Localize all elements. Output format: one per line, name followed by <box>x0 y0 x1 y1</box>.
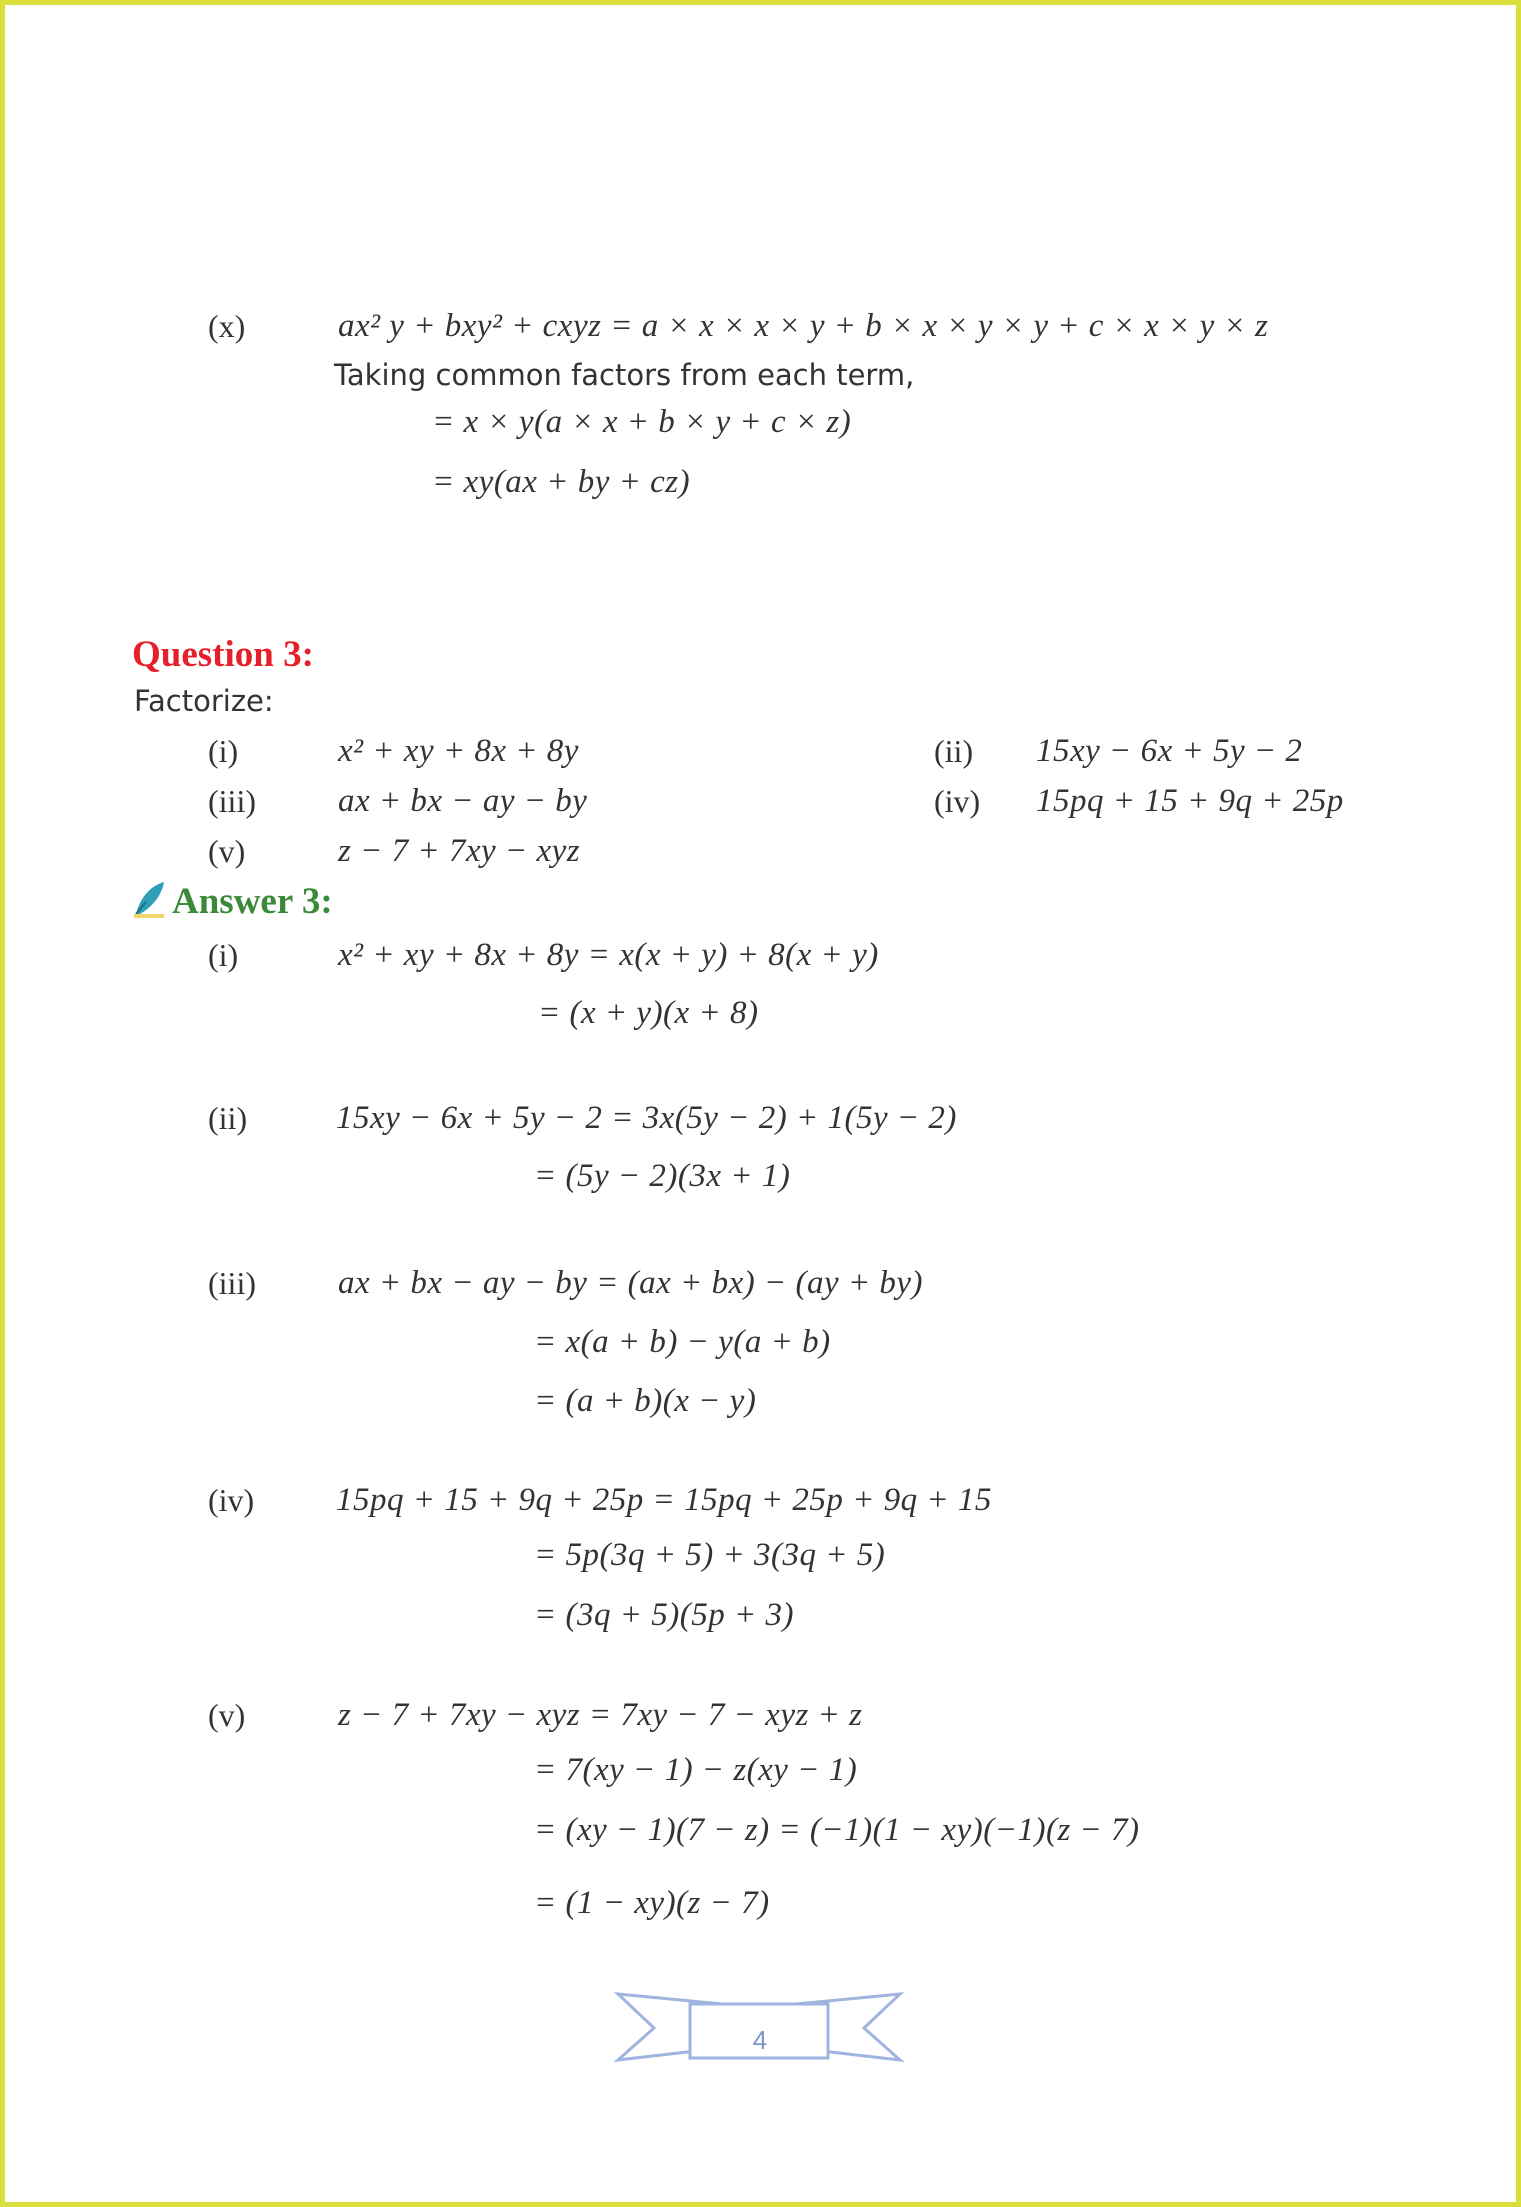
answer-part-label: (v) <box>208 1697 246 1733</box>
part-x-line1: ax² y + bxy² + cxyz = a × x × x × y + b × x × y × y + c × x × y × z <box>338 308 1269 344</box>
answer-part-label: (iii) <box>208 1265 256 1301</box>
answer-step: = 5p(3q + 5) + 3(3q + 5) <box>534 1537 886 1573</box>
question-title: Question 3: <box>132 634 314 675</box>
question-item-label: (ii) <box>934 733 974 769</box>
question-prompt: Factorize: <box>134 684 274 718</box>
answer-step: = 7(xy − 1) − z(xy − 1) <box>534 1752 858 1788</box>
answer-step: = (x + y)(x + 8) <box>538 995 759 1031</box>
answer-step: = (a + b)(x − y) <box>534 1383 757 1419</box>
part-x-note: Taking common factors from each term, <box>334 358 915 392</box>
answer-step: = (5y − 2)(3x + 1) <box>534 1158 791 1194</box>
answer-part-label: (ii) <box>208 1100 248 1136</box>
answer-part-line: ax + bx − ay − by = (ax + bx) − (ay + by) <box>338 1265 924 1301</box>
answer-step: = (3q + 5)(5p + 3) <box>534 1597 795 1633</box>
question-item-label: (v) <box>208 833 246 869</box>
question-item-label: (iv) <box>934 783 981 819</box>
answer-part-label: (i) <box>208 937 239 973</box>
question-item-expr: z − 7 + 7xy − xyz <box>338 833 581 869</box>
part-x-label: (x) <box>208 308 246 344</box>
question-item-expr: 15xy − 6x + 5y − 2 <box>1036 733 1303 769</box>
question-item-label: (iii) <box>208 783 256 819</box>
question-item-expr: 15pq + 15 + 9q + 25p <box>1036 783 1344 819</box>
pen-icon <box>132 880 168 920</box>
answer-step: = (xy − 1)(7 − z) = (−1)(1 − xy)(−1)(z − 7) <box>534 1812 1140 1848</box>
question-item-expr: ax + bx − ay − by <box>338 783 588 819</box>
answer-part-line: x² + xy + 8x + 8y = x(x + y) + 8(x + y) <box>338 937 879 973</box>
page-number: 4 <box>752 2025 768 2055</box>
question-item-expr: x² + xy + 8x + 8y <box>338 733 579 769</box>
answer-step: = (1 − xy)(z − 7) <box>534 1885 770 1921</box>
part-x-step1: = x × y(a × x + b × y + c × z) <box>432 404 852 440</box>
answer-part-line: 15pq + 15 + 9q + 25p = 15pq + 25p + 9q + 15 <box>336 1482 992 1518</box>
answer-title: Answer 3: <box>172 881 333 922</box>
answer-part-label: (iv) <box>208 1482 255 1518</box>
question-item-label: (i) <box>208 733 239 769</box>
answer-step: = x(a + b) − y(a + b) <box>534 1324 831 1360</box>
answer-part-line: z − 7 + 7xy − xyz = 7xy − 7 − xyz + z <box>338 1697 863 1733</box>
answer-part-line: 15xy − 6x + 5y − 2 = 3x(5y − 2) + 1(5y − 2) <box>336 1100 957 1136</box>
part-x-step2: = xy(ax + by + cz) <box>432 464 691 500</box>
